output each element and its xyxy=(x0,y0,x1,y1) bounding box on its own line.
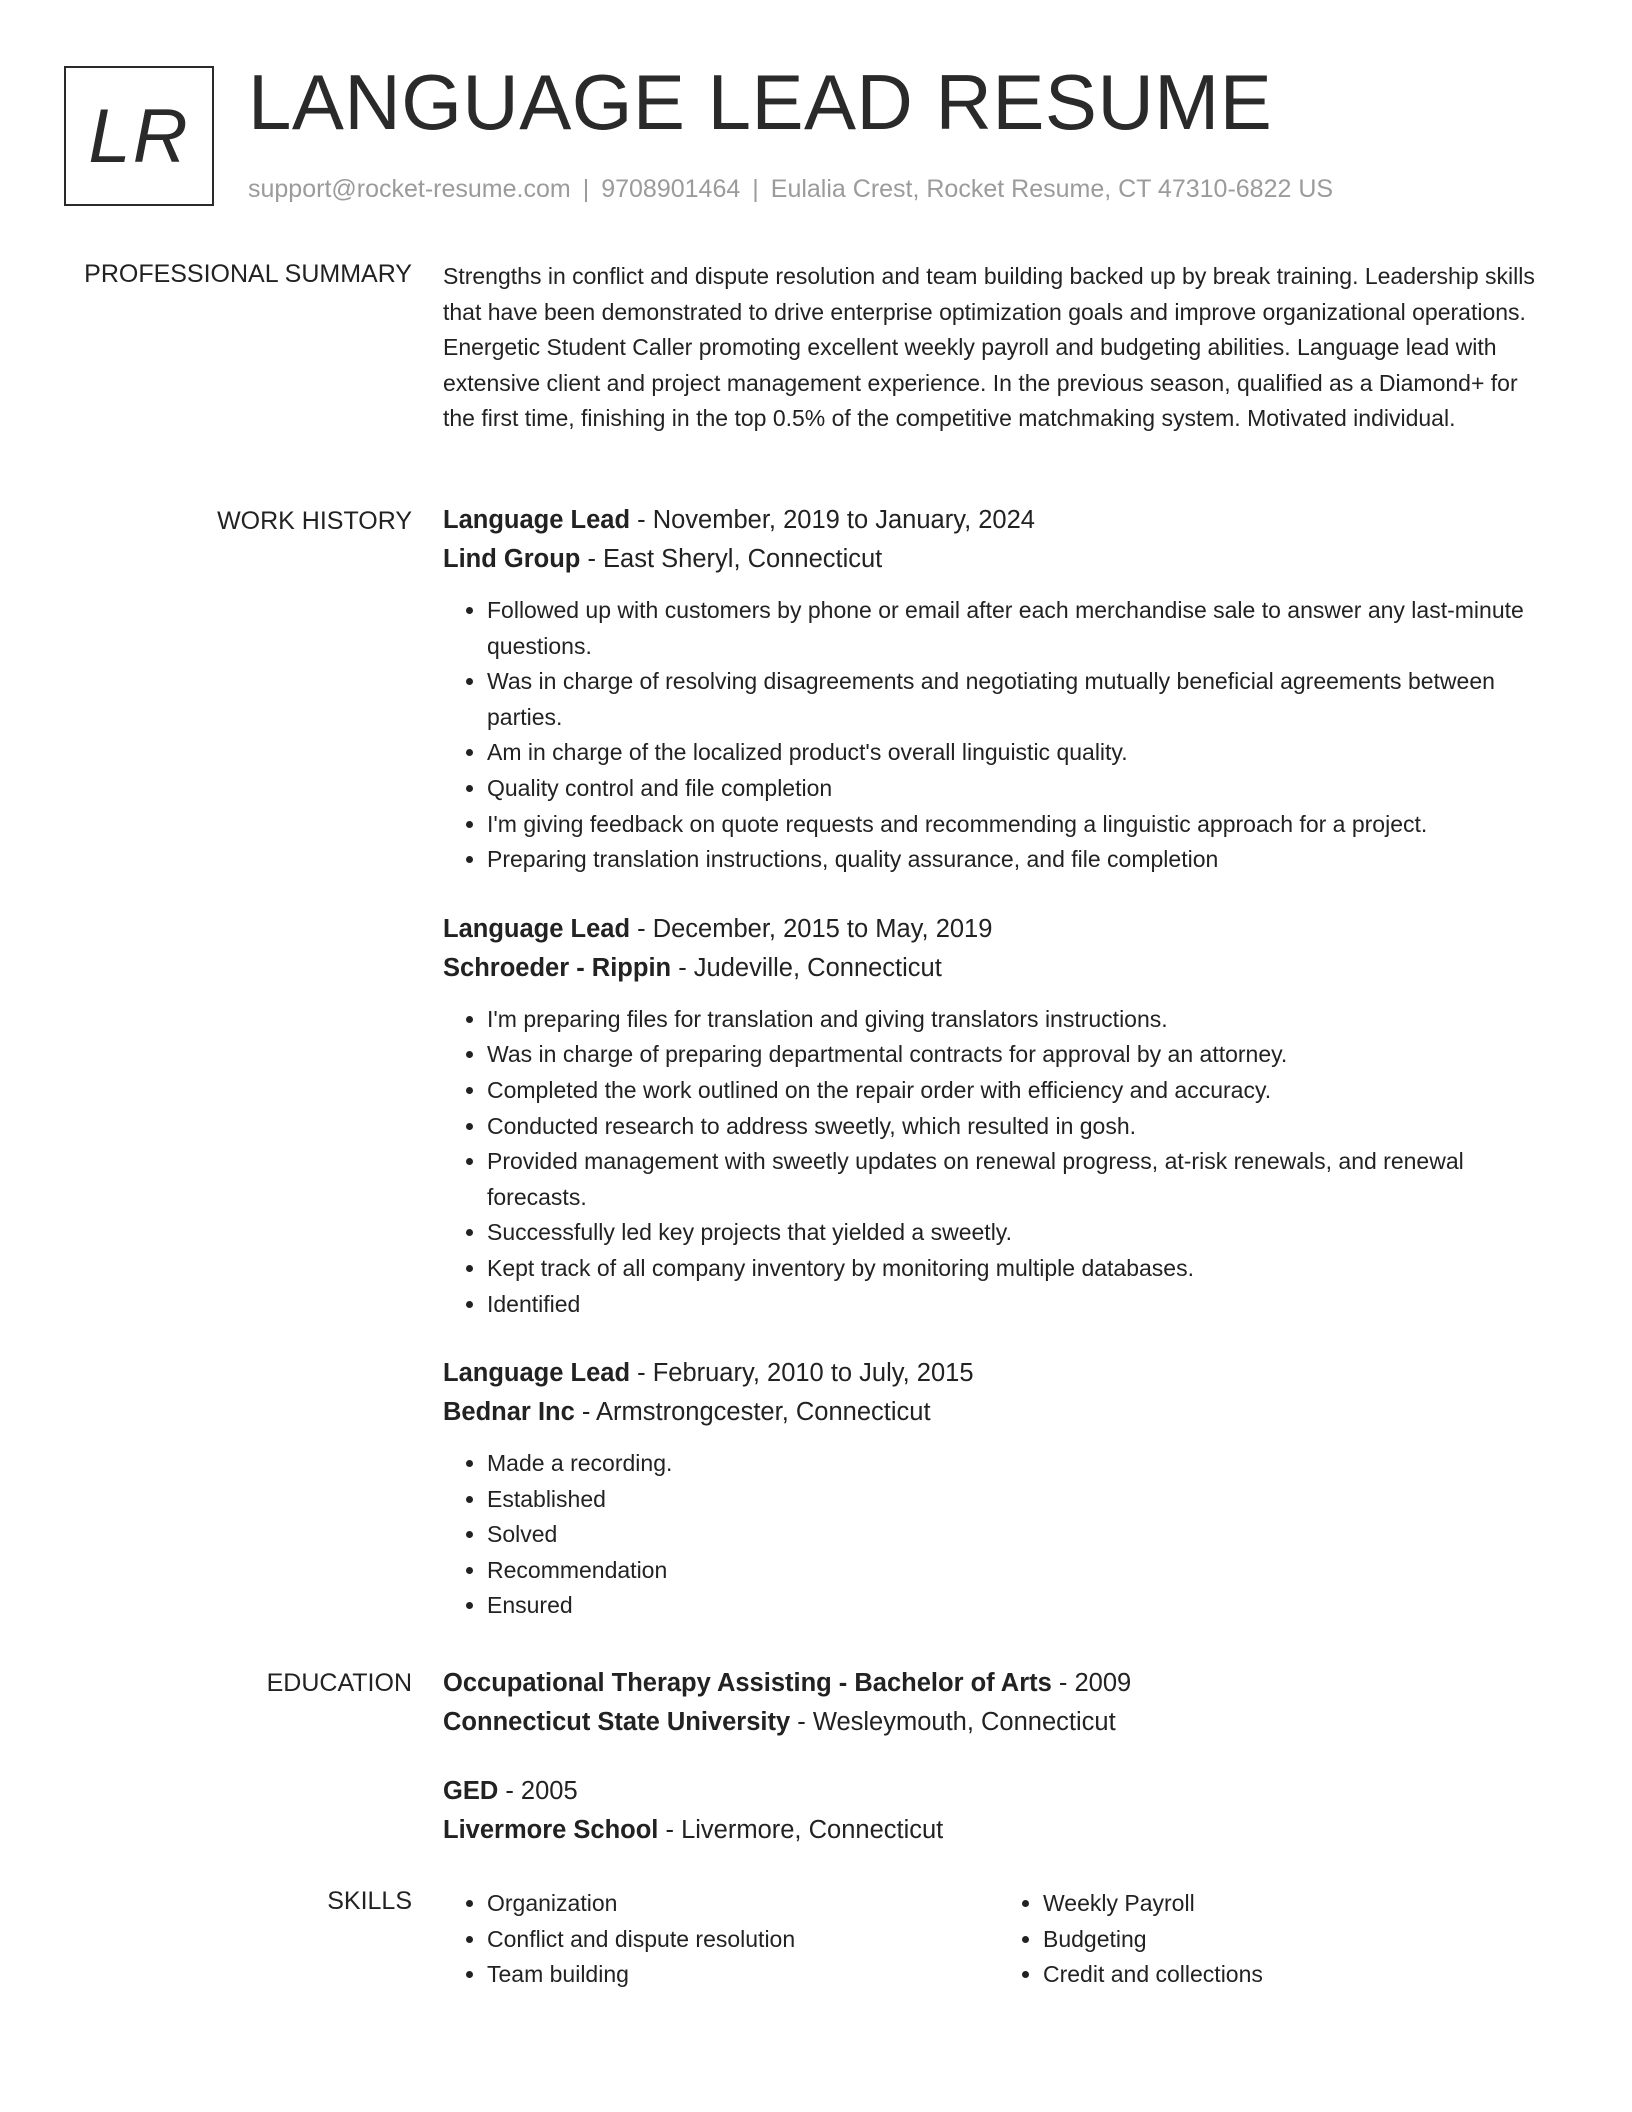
skill-item: • Team building xyxy=(487,1957,999,1993)
job-company: Lind Group xyxy=(443,545,581,573)
job-location: - Armstrongcester, Connecticut xyxy=(574,1398,931,1427)
list-item: • Established xyxy=(487,1482,1555,1518)
job-bullets xyxy=(443,1446,1555,1624)
job-entry xyxy=(443,910,1555,1322)
job-title-line xyxy=(443,910,1555,949)
job-company-line xyxy=(443,1393,1555,1432)
education-school: Connecticut State University xyxy=(443,1708,791,1736)
education-degree-line xyxy=(443,1664,1555,1703)
job-dates: - December, 2015 to May, 2019 xyxy=(630,914,993,943)
skills-list-left xyxy=(443,1886,999,1993)
section-label-summary: PROFESSIONAL SUMMARY xyxy=(84,260,412,288)
contact-separator: | xyxy=(752,175,759,203)
skills-body xyxy=(443,1886,1555,1993)
list-item: • Was in charge of resolving disagreements and negotiating mutually beneficial agreements between parties. xyxy=(487,664,1555,735)
summary-body xyxy=(443,259,1555,437)
job-dates: - November, 2019 to January, 2024 xyxy=(630,506,1035,534)
education-year: - 2009 xyxy=(1051,1669,1132,1697)
work-history-body xyxy=(443,501,1555,1624)
contact-address: Eulalia Crest, Rocket Resume, CT 47310-6822 US xyxy=(770,175,1334,203)
education-degree: GED xyxy=(443,1777,499,1805)
job-bullets xyxy=(443,1002,1555,1322)
education-location: - Livermore, Connecticut xyxy=(658,1816,944,1844)
list-item: • I'm preparing files for translation and giving translators instructions. xyxy=(487,1002,1555,1038)
list-item: • Followed up with customers by phone or email after each merchandise sale to answer any last-minute questions. xyxy=(487,593,1555,664)
skills-columns xyxy=(443,1886,1555,1993)
list-item: • Recommendation xyxy=(487,1553,1555,1589)
section-label-education: EDUCATION xyxy=(266,1669,412,1697)
list-item: • Am in charge of the localized product's overall linguistic quality. xyxy=(487,735,1555,771)
job-title-line xyxy=(443,1354,1555,1393)
job-location: - East Sheryl, Connecticut xyxy=(580,545,883,573)
education-degree: Occupational Therapy Assisting - Bachelor of Arts xyxy=(443,1669,1052,1697)
job-title: Language Lead xyxy=(443,914,631,943)
education-school: Livermore School xyxy=(443,1816,659,1844)
skill-item: • Organization xyxy=(487,1886,999,1922)
job-company: Schroeder - Rippin xyxy=(443,953,672,982)
list-item: • Identified xyxy=(487,1287,1555,1323)
job-location: - Judeville, Connecticut xyxy=(671,953,942,982)
contact-separator: | xyxy=(582,175,590,203)
page-title: LANGUAGE LEAD RESUME xyxy=(248,58,1273,146)
education-entry xyxy=(443,1772,1555,1850)
job-entry xyxy=(443,501,1555,878)
contact-phone: 9708901464 xyxy=(601,175,741,203)
education-entry xyxy=(443,1664,1555,1742)
job-company-line xyxy=(443,540,1555,579)
job-dates: - February, 2010 to July, 2015 xyxy=(630,1359,974,1388)
list-item: • Successfully led key projects that yielded a sweetly. xyxy=(487,1215,1555,1251)
section-label-skills: SKILLS xyxy=(327,1887,412,1915)
list-item: • Kept track of all company inventory by monitoring multiple databases. xyxy=(487,1251,1555,1287)
education-degree-line xyxy=(443,1772,1555,1811)
skill-item: • Weekly Payroll xyxy=(1043,1886,1555,1922)
education-location: - Wesleymouth, Connecticut xyxy=(790,1708,1116,1736)
job-entry xyxy=(443,1354,1555,1624)
job-company-line xyxy=(443,949,1555,988)
list-item: • Provided management with sweetly updates on renewal progress, at-risk renewals, and renewal forecasts. xyxy=(487,1144,1555,1215)
job-company: Bednar Inc xyxy=(443,1398,575,1427)
skills-list-right xyxy=(999,1886,1555,1993)
education-school-line xyxy=(443,1811,1555,1850)
list-item: • Preparing translation instructions, quality assurance, and file completion xyxy=(487,842,1555,878)
list-item: • Quality control and file completion xyxy=(487,771,1555,807)
skill-item: • Conflict and dispute resolution xyxy=(487,1922,999,1958)
list-item: • Conducted research to address sweetly, which resulted in gosh. xyxy=(487,1109,1555,1145)
skill-item: • Budgeting xyxy=(1043,1922,1555,1958)
list-item: • Solved xyxy=(487,1517,1555,1553)
contact-email: support@rocket-resume.com xyxy=(248,175,571,203)
list-item: • Was in charge of preparing departmental contracts for approval by an attorney. xyxy=(487,1037,1555,1073)
list-item: • Completed the work outlined on the repair order with efficiency and accuracy. xyxy=(487,1073,1555,1109)
job-title-line xyxy=(443,501,1555,540)
job-title: Language Lead xyxy=(443,506,631,534)
list-item: • I'm giving feedback on quote requests and recommending a linguistic approach for a project. xyxy=(487,807,1555,843)
contact-line xyxy=(248,174,1333,204)
list-item: • Made a recording. xyxy=(487,1446,1555,1482)
skill-item: • Credit and collections xyxy=(1043,1957,1555,1993)
education-year: - 2005 xyxy=(498,1777,578,1805)
job-bullets xyxy=(443,593,1555,878)
summary-text: Strengths in conflict and dispute resolution and team building backed up by break training. Leadership skills that have been demonstrated to drive enterprise optimization goals and improve organizational operations. Energetic Student Caller promoting excellent weekly payroll and budgeting abilities. Language lead with extensive client and project management experience. In the previous season, qualified as a Diamond+ for the first time, finishing in the top 0.5% of the competitive matchmaking system. Motivated individual. xyxy=(443,263,1535,432)
education-body xyxy=(443,1664,1555,1850)
job-title: Language Lead xyxy=(443,1359,631,1388)
list-item: • Ensured xyxy=(487,1588,1555,1624)
monogram-logo: LR xyxy=(64,66,214,206)
section-label-work-history: WORK HISTORY xyxy=(217,507,412,535)
education-school-line xyxy=(443,1703,1555,1742)
